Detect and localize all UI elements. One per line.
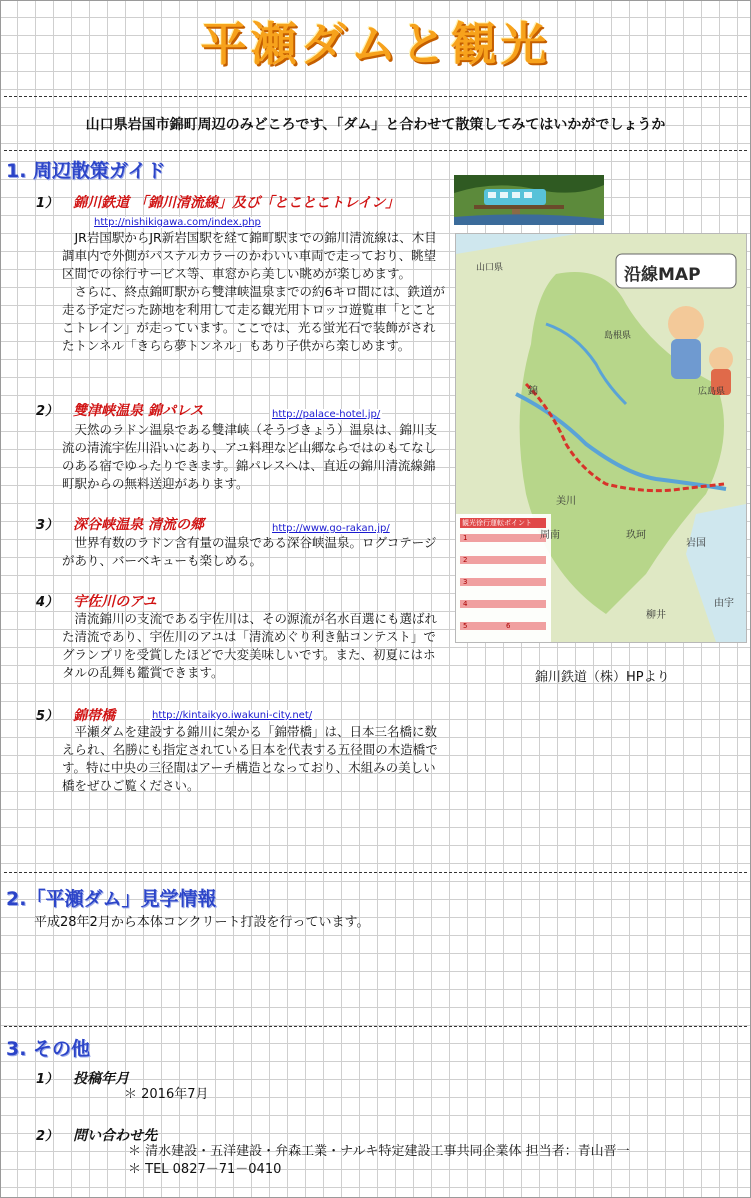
train-illustration: [454, 175, 604, 225]
item-title: 深谷峡温泉 清流の郷: [73, 517, 205, 533]
paragraph: JR岩国駅からJR新岩国駅を経て錦町駅までの錦川清流線は、木目調車内で外側がパステルカラーのかわいい車両で走っており、眺望区間での徐行サービス等、車窓から美しい眺めが楽しめます。: [62, 230, 437, 281]
item-number: 2）: [36, 1129, 59, 1144]
map-legend-item: 6: [506, 622, 511, 630]
dam-tour-text: 平成28年2月から本体コンクリート打設を行っています。: [34, 915, 370, 930]
map-title: 沿線MAP: [624, 265, 701, 285]
url-link[interactable]: http://kintaikyo.iwakuni-city.net/: [152, 710, 313, 721]
divider: [4, 96, 747, 97]
map-label: 岩国: [686, 538, 706, 549]
posted-date: ＊ 2016年7月: [124, 1087, 209, 1102]
map-label: 玖珂: [626, 530, 646, 541]
page-title: 平瀬ダムと観光: [200, 17, 551, 71]
guide-item-5-link[interactable]: [150, 703, 314, 722]
guide-item-3-description: [62, 534, 447, 570]
map-label: 柳井: [646, 610, 666, 621]
map-legend-item: 5: [463, 622, 468, 630]
item-number: 4）: [36, 595, 59, 610]
guide-item-2-description: [62, 421, 447, 493]
url-link[interactable]: http://palace-hotel.jp/: [272, 409, 381, 420]
paragraph: 世界有数のラドン含有量の温泉である深谷峡温泉。ログコテージがあり、バーベキューも楽しめる。: [62, 535, 437, 568]
paragraph: さらに、終点錦町駅から雙津峡温泉までの約6キロ間には、鉄道が走る予定だった跡地を利用して走る観光用トロッコ遊覧車「とことこトレイン」が走っています。ここでは、光る蛍光石で装飾がされたトンネル「きらら夢トンネル」もあり子供から楽しめます。: [62, 284, 445, 353]
guide-item-1-header: [36, 192, 399, 212]
map-legend-item: 1: [463, 534, 468, 542]
guide-item-3-header: [36, 514, 204, 534]
paragraph: 平瀬ダムを建設する錦川に架かる「錦帯橋」は、日本三名橋に数えられ、名勝にも指定されている日本を代表する五径間の木造橋です。特に中央の三径間はアーチ構造となっており、木組みの美しい橋をぜひご覧ください。: [62, 724, 438, 793]
route-map-graphic: [456, 234, 746, 642]
item-title: 錦川鉄道 「錦川清流線」及び「とことこトレイン」: [73, 195, 400, 211]
guide-item-2-header: [36, 400, 204, 420]
route-map: [455, 233, 747, 643]
guide-item-5-header: [36, 705, 115, 725]
section-heading-other: 3. その他: [6, 1038, 91, 1060]
url-link[interactable]: http://www.go-rakan.jp/: [272, 523, 390, 534]
item-number: 5）: [36, 709, 59, 724]
item-number: 1）: [36, 1072, 59, 1087]
contact-organization: ＊ 清水建設・五洋建設・弁森工業・ナルキ特定建設工事共同企業体 担当者：青山晋一: [128, 1144, 630, 1159]
item-number: 1）: [36, 196, 59, 211]
guide-item-2-link[interactable]: [270, 402, 382, 421]
map-label: 周南: [540, 530, 560, 541]
guide-item-4-description: [62, 610, 447, 682]
guide-item-3-link[interactable]: [270, 516, 392, 535]
guide-item-5-description: [62, 723, 447, 795]
item-number: 2）: [36, 404, 59, 419]
item-number: 3）: [36, 518, 59, 533]
guide-item-1-link[interactable]: [92, 210, 263, 229]
guide-item-4-header: [36, 591, 156, 611]
item-title: 雙津峡温泉 錦パレス: [73, 403, 204, 419]
map-label: 由宇: [714, 598, 734, 609]
map-legend-title: 観光徐行運転ポイント: [462, 519, 532, 527]
divider: [4, 1026, 747, 1027]
divider: [4, 150, 747, 151]
map-legend-item: 4: [463, 600, 468, 608]
other-item-2-header: [36, 1125, 157, 1145]
item-title: 宇佐川のアユ: [73, 594, 157, 610]
map-label: 広島県: [698, 387, 726, 397]
section-heading-dam-tour: 2.「平瀬ダム」見学情報: [6, 888, 217, 910]
paragraph: 清流錦川の支流である宇佐川は、その源流が名水百選にも選ばれた清流であり、宇佐川のアユは「清流めぐり利き鮎コンテスト」でグランプリを受賞したほどで大変美味しいです。また、初夏にはホタルの乱舞も鑑賞できます。: [62, 611, 438, 680]
url-link[interactable]: http://nishikigawa.com/index.php: [94, 217, 261, 228]
section-heading-guide: 1. 周辺散策ガイド: [6, 160, 166, 182]
map-legend-item: 2: [463, 556, 468, 564]
map-label: 美川: [556, 496, 576, 507]
map-label: 島根県: [604, 331, 632, 341]
map-label: 錦: [528, 386, 538, 397]
item-title: 問い合わせ先: [73, 1128, 158, 1144]
paragraph: 天然のラドン温泉である雙津峡（そうづきょう）温泉は、錦川支流の清流宇佐川沿いにあり、アユ料理など山郷ならではのもてなしのある宿でゆったりできます。錦パレスへは、直近の錦川清流線錦町駅からの無料送迎があります。: [62, 422, 438, 491]
divider: [4, 872, 747, 873]
item-title: 錦帯橋: [73, 708, 116, 724]
item-title: 投稿年月: [73, 1071, 130, 1087]
map-label: 山口県: [476, 263, 504, 273]
train-photo: [454, 175, 604, 225]
guide-item-1-description: [62, 229, 447, 355]
map-legend-item: 3: [463, 578, 468, 586]
contact-phone: ＊ TEL 0827－71－0410: [128, 1162, 282, 1177]
map-caption: 錦川鉄道（株）HPより: [535, 670, 670, 685]
other-item-1-header: [36, 1068, 129, 1088]
intro-text: 山口県岩国市錦町周辺のみどころです、「ダム」と合わせて散策してみてはいかがでしょうか: [85, 117, 666, 133]
